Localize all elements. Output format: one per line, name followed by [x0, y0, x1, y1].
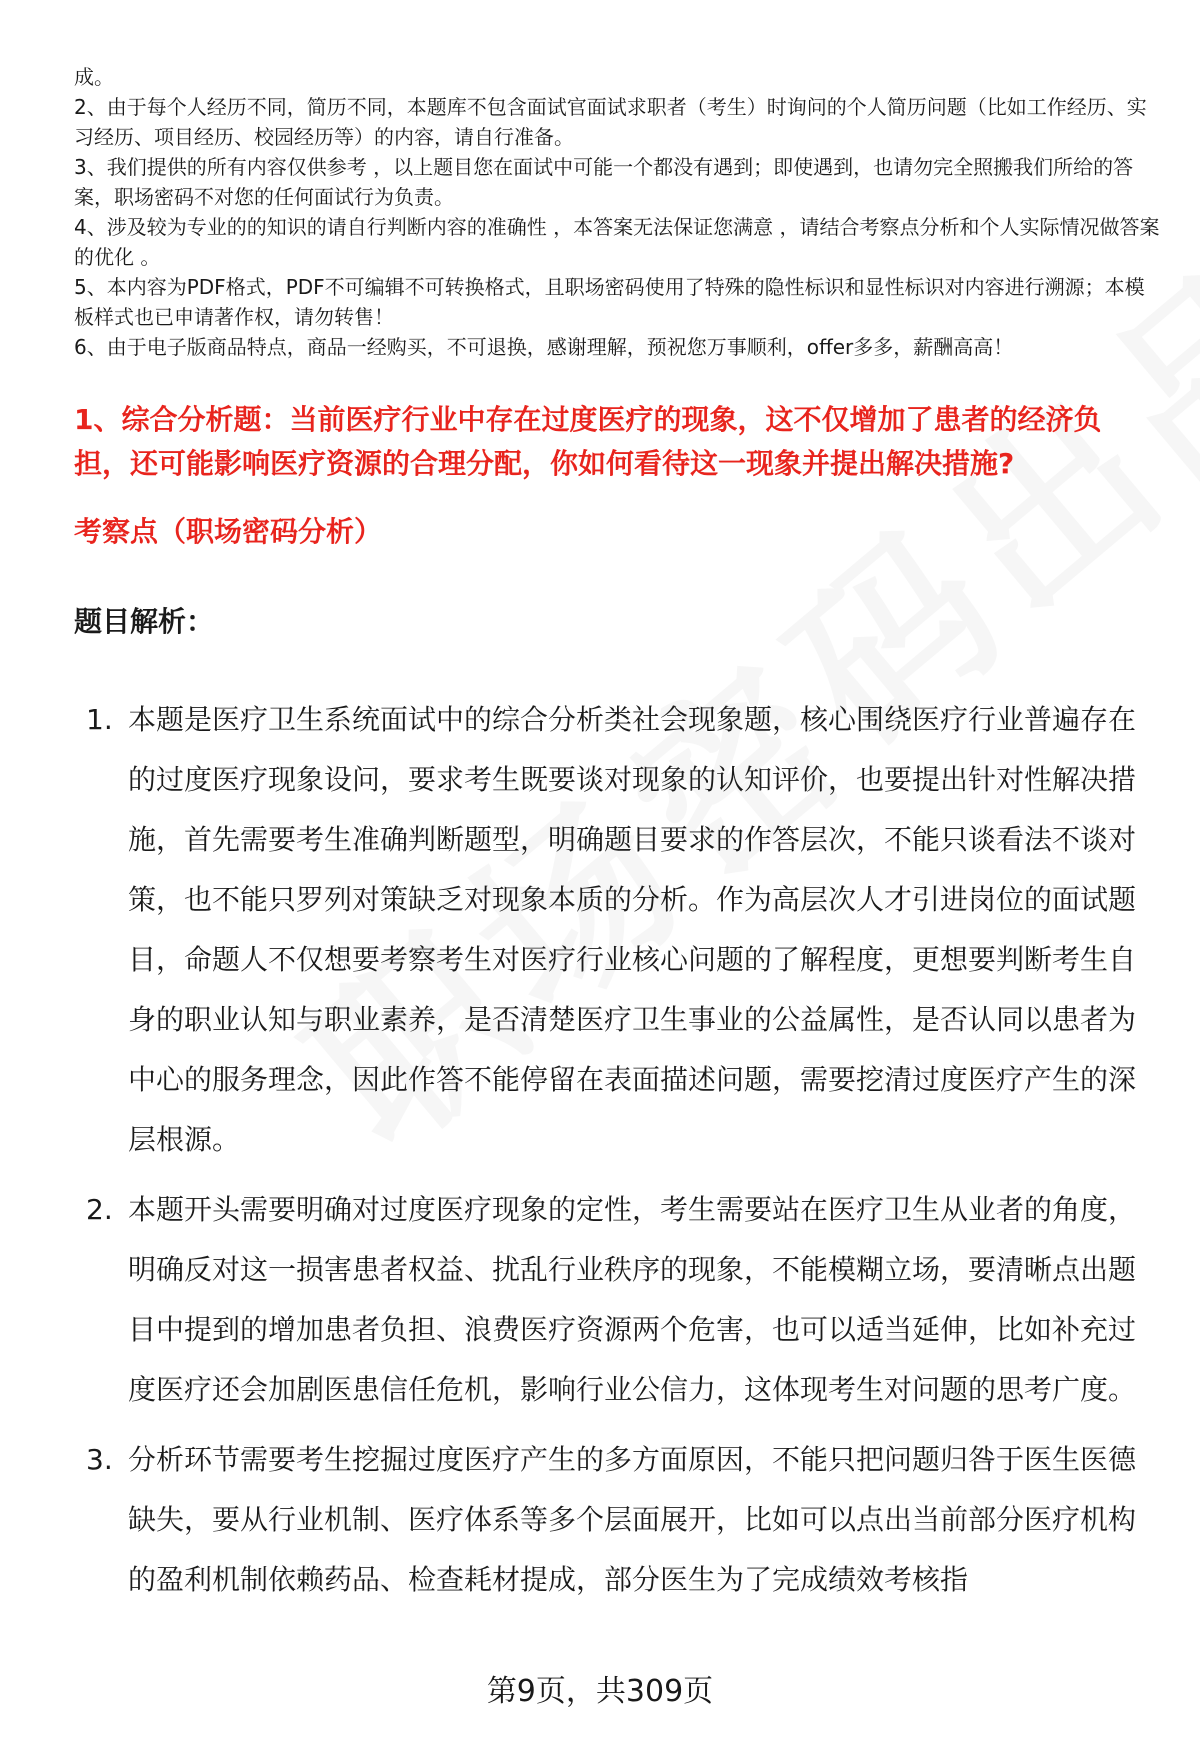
notes-section — [74, 62, 1164, 362]
list-item — [74, 1430, 1146, 1610]
list-item-text: 分析环节需要考生挖掘过度医疗产生的多方面原因，不能只把问题归咎于医生医德缺失，要从行业机制、医疗体系等多个层面展开，比如可以点出当前部分医疗机构的盈利机制依赖药品、检查耗材提成，部分医生为了完成绩效考核指 — [128, 1443, 1137, 1596]
list-item-number: 2. — [86, 1193, 113, 1226]
exam-point-heading: 考察点（职场密码分析） — [74, 515, 383, 548]
list-item-text: 本题是医疗卫生系统面试中的综合分析类社会现象题，核心围绕医疗行业普遍存在的过度医疗现象设问，要求考生既要谈对现象的认知评价，也要提出针对性解决措施，首先需要考生准确判断题型，明确题目要求的作答层次，不能只谈看法不谈对策，也不能只罗列对策缺乏对现象本质的分析。作为高层次人才引进岗位的面试题目，命题人不仅想要考察考生对医疗行业核心问题的了解程度，更想要判断考生自身的职业认知与职业素养，是否清楚医疗卫生事业的公益属性，是否认同以患者为中心的服务理念，因此作答不能停留在表面描述问题，需要挖清过度医疗产生的深层根源。 — [128, 703, 1137, 1156]
list-item — [74, 690, 1146, 1170]
note-line: 3、我们提供的所有内容仅供参考 ，以上题目您在面试中可能一个都没有遇到；即使遇到，也请勿完全照搬我们所给的答案，职场密码不对您的任何面试行为负责。 — [74, 155, 1134, 209]
note-line: 6、由于电子版商品特点，商品一经购买，不可退换，感谢理解，预祝您万事顺利，offer多多，薪酬高高！ — [74, 335, 1014, 359]
note-line: 2、由于每个人经历不同，简历不同，本题库不包含面试官面试求职者（考生）时询问的个人简历问题（比如工作经历、实习经历、项目经历、校园经历等）的内容，请自行准备。 — [74, 95, 1147, 149]
analysis-heading: 题目解析： — [74, 605, 215, 638]
note-line: 4、涉及较为专业的的知识的请自行判断内容的准确性 ，本答案无法保证您满意 ，请结合考察点分析和个人实际情况做答案的优化 。 — [74, 215, 1160, 269]
note-line: 5、本内容为PDF格式，PDF不可编辑不可转换格式，且职场密码使用了特殊的隐性标识和显性标识对内容进行溯源；本模板样式也已申请著作权，请勿转售！ — [74, 275, 1145, 329]
list-item-number: 1. — [86, 703, 113, 736]
note-line: 成。 — [74, 65, 114, 89]
list-item — [74, 1180, 1146, 1420]
question-title: 1、综合分析题：当前医疗行业中存在过度医疗的现象，这不仅增加了患者的经济负担，还可能影响医疗资源的合理分配，你如何看待这一现象并提出解决措施? — [74, 403, 1102, 480]
list-item-text: 本题开头需要明确对过度医疗现象的定性，考生需要站在医疗卫生从业者的角度，明确反对这一损害患者权益、扰乱行业秩序的现象，不能模糊立场，要清晰点出题目中提到的增加患者负担、浪费医疗资源两个危害，也可以适当延伸，比如补充过度医疗还会加剧医患信任危机，影响行业公信力，这体现考生对问题的思考广度。 — [128, 1193, 1137, 1406]
list-item-number: 3. — [86, 1443, 113, 1476]
page-number: 第9页，共309页 — [486, 1674, 714, 1709]
analysis-list — [74, 690, 1146, 1620]
